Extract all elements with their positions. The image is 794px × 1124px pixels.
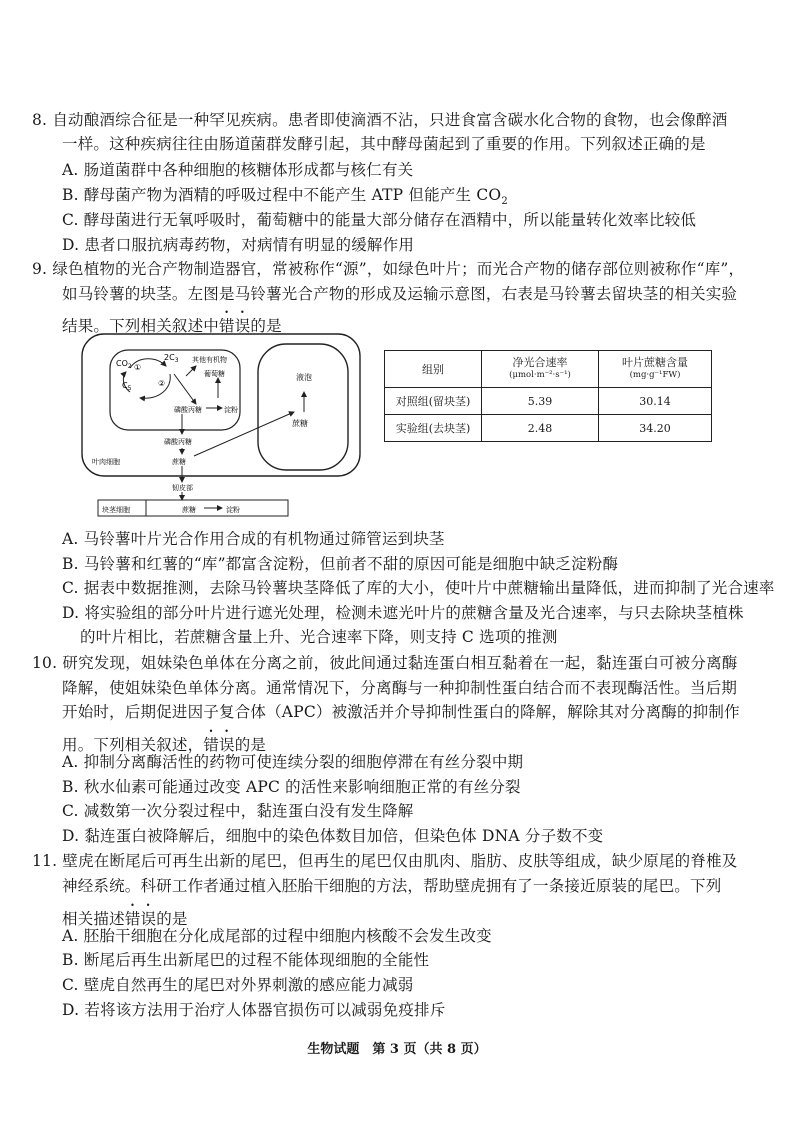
table-cell: 实验组(去块茎)	[385, 415, 482, 442]
q8-option-b-text: B. 酵母菌产物为酒精的呼吸过程中不能产生 ATP 但能产生 CO	[62, 186, 502, 204]
table-header-row	[385, 351, 712, 388]
label-phloem: 韧皮部	[172, 484, 193, 492]
label-co2: $CO_2$	[116, 359, 132, 370]
label-c5: $C_5$	[122, 381, 132, 392]
q11-option-c: C. 壁虎自然再生的尾巴对外界刺激的感应能力减弱	[62, 976, 414, 994]
q9-results-table	[384, 350, 712, 442]
q10-option-a: A. 抑制分离酶活性的药物可使连续分裂的细胞停滞在有丝分裂中期	[62, 753, 524, 771]
vacuole-outline	[258, 344, 348, 470]
label-step2: ②	[158, 379, 166, 388]
label-tuber-sucrose: 蔗糖	[182, 506, 196, 514]
q10-option-b: B. 秋水仙素可能通过改变 APC 的活性来影响细胞正常的有丝分裂	[62, 778, 521, 796]
q9-option-c: C. 据表中数据推测，去除马铃薯块茎降低了库的大小，使叶片中蔗糖输出量降低，进而抑制了光合速率	[62, 579, 775, 597]
label-tuber-cell: 块茎细胞	[102, 506, 130, 514]
q8-option-b	[62, 185, 508, 212]
label-sucrose-vacuole: 蔗糖	[292, 419, 308, 428]
table-header-net-photosynthesis: 净光合速率 (μmol·m⁻²·s⁻¹)	[482, 351, 599, 388]
q11-stem-line2: 神经系统。科研工作者通过植入胚胎干细胞的方法，帮助壁虎拥有了一条接近原装的尾巴。下列	[62, 877, 722, 895]
label-triose-phosphate-cytosol: 磷酸丙糖	[164, 438, 192, 446]
label-2c3: $2C_3$	[164, 353, 179, 364]
table-cell: 对照组(留块茎)	[385, 388, 482, 415]
label-other-organic: 其他有机物	[192, 356, 227, 364]
arrow-c3-to-triose	[174, 374, 196, 404]
q9-stem-line3-pre: 结果。下列相关叙述中	[62, 317, 220, 335]
q10-stem-line4-pre: 用。下列相关叙述，	[62, 736, 204, 754]
table-cell: 2.48	[482, 415, 599, 442]
q9-option-b: B. 马铃薯和红薯的“库”都富含淀粉，但前者不甜的原因可能是细胞中缺乏淀粉酶	[62, 555, 619, 573]
label-triose-phosphate-chloroplast: 磷酸丙糖	[174, 406, 202, 414]
q10-stem-line2: 降解，使姐妹染色单体分离。通常情况下，分离酶与一种抑制性蛋白结合而不表现酶活性。当后期	[62, 679, 738, 697]
q9-emphasis-wrong: 错误	[219, 317, 251, 335]
q8-option-c: C. 酵母菌进行无氧呼吸时，葡萄糖中的能量大部分储存在酒精中，所以能量转化效率比较低	[62, 211, 697, 229]
table-cell: 5.39	[482, 388, 599, 415]
page-footer: 生物试题 第 3 页（共 8 页）	[307, 1042, 487, 1057]
q9-stem-line2: 如马铃薯的块茎。左图是马铃薯光合产物的形成及运输示意图，右表是马铃薯去留块茎的相关实验	[62, 285, 738, 303]
q9-stem-line3-post: 的是	[250, 317, 282, 335]
table-cell: 34.20	[599, 415, 712, 442]
q10-stem-line1: 10. 研究发现，姐妹染色单体在分离之前，彼此间通过黏连蛋白相互黏着在一起，黏连蛋白可被分离酶	[32, 654, 738, 672]
q11-option-d: D. 若将该方法用于治疗人体器官损伤可以减弱免疫排斥	[62, 1001, 446, 1019]
label-step1: ①	[134, 363, 142, 372]
q11-stem-line1: 11. 壁虎在断尾后可再生出新的尾巴，但再生的尾巴仅由肌肉、脂肪、皮肤等组成，缺少原尾的脊椎及	[32, 852, 738, 870]
label-starch-chloroplast: 淀粉	[224, 406, 238, 414]
q8-option-b-subscript: 2	[501, 196, 508, 208]
q9-option-d-line2: 的叶片相比，若蔗糖含量上升、光合速率下降，则支持 C 选项的推测	[80, 628, 558, 646]
q11-option-a: A. 胚胎干细胞在分化成尾部的过程中细胞内核酸不会发生改变	[62, 927, 492, 945]
table-header-group: 组别	[385, 351, 482, 388]
q8-stem-line2: 一样。这种疾病往往由肠道菌群发酵引起，其中酵母菌起到了重要的作用。下列叙述正确的是	[62, 135, 706, 153]
q10-option-d: D. 黏连蛋白被降解后，细胞中的染色体数目加倍，但染色体 DNA 分子数不变	[62, 827, 604, 845]
table-header-sucrose-content: 叶片蔗糖含量 (mg·g⁻¹FW)	[599, 351, 712, 388]
arrow-to-other-organic	[186, 366, 196, 376]
table-cell: 30.14	[599, 388, 712, 415]
q8-stem-line1: 8. 自动酿酒综合征是一种罕见疾病。患者即使滴酒不沾，只进食富含碳水化合物的食物，也会像醉酒	[32, 111, 728, 129]
cycle-arrow-2	[140, 374, 170, 398]
label-mesophyll-cell: 叶肉细胞	[92, 458, 120, 466]
label-tuber-starch: 淀粉	[226, 506, 240, 514]
q9-diagram	[78, 330, 368, 518]
label-glucose: 葡萄糖	[204, 370, 225, 378]
arrow-sucrose-to-vacuole	[194, 412, 294, 456]
q10-stem-line3: 开始时，后期促进因子复合体（APC）被激活并介导抑制性蛋白的降解，解除其对分离酶的抑制作	[62, 703, 740, 721]
q10-emphasis-wrong: 错误	[203, 736, 235, 754]
q10-stem-line4	[62, 727, 266, 755]
q11-stem-line3	[62, 901, 188, 929]
label-sucrose-cytosol: 蔗糖	[172, 458, 186, 466]
q8-option-d: D. 患者口服抗病毒药物，对病情有明显的缓解作用	[62, 236, 415, 254]
q9-option-a: A. 马铃薯叶片光合作用合成的有机物通过筛管运到块茎	[62, 530, 445, 548]
label-vacuole: 液泡	[296, 373, 312, 382]
q10-option-c: C. 减数第一次分裂过程中，黏连蛋白没有发生降解	[62, 802, 414, 820]
q11-stem-line3-post: 的是	[156, 910, 188, 928]
q11-stem-line3-pre: 相关描述	[62, 910, 125, 928]
q11-emphasis-wrong: 错误	[124, 910, 157, 928]
q9-stem-line1: 9. 绿色植物的光合产物制造器官，常被称作“源”，如绿色叶片；而光合产物的储存部位则被称作“库”，	[32, 260, 745, 278]
table-row	[385, 415, 712, 442]
q11-option-b: B. 断尾后再生出新尾巴的过程不能体现细胞的全能性	[62, 951, 430, 969]
q9-diagram-svg	[78, 330, 368, 518]
q10-stem-line4-post: 的是	[234, 736, 267, 754]
q9-option-d-line1: D. 将实验组的部分叶片进行遮光处理，检测未遮光叶片的蔗糖含量及光合速率，与只去除块茎植株	[62, 604, 744, 622]
q8-option-a: A. 肠道菌群中各种细胞的核糖体形成都与核仁有关	[62, 161, 414, 179]
table-row	[385, 388, 712, 415]
